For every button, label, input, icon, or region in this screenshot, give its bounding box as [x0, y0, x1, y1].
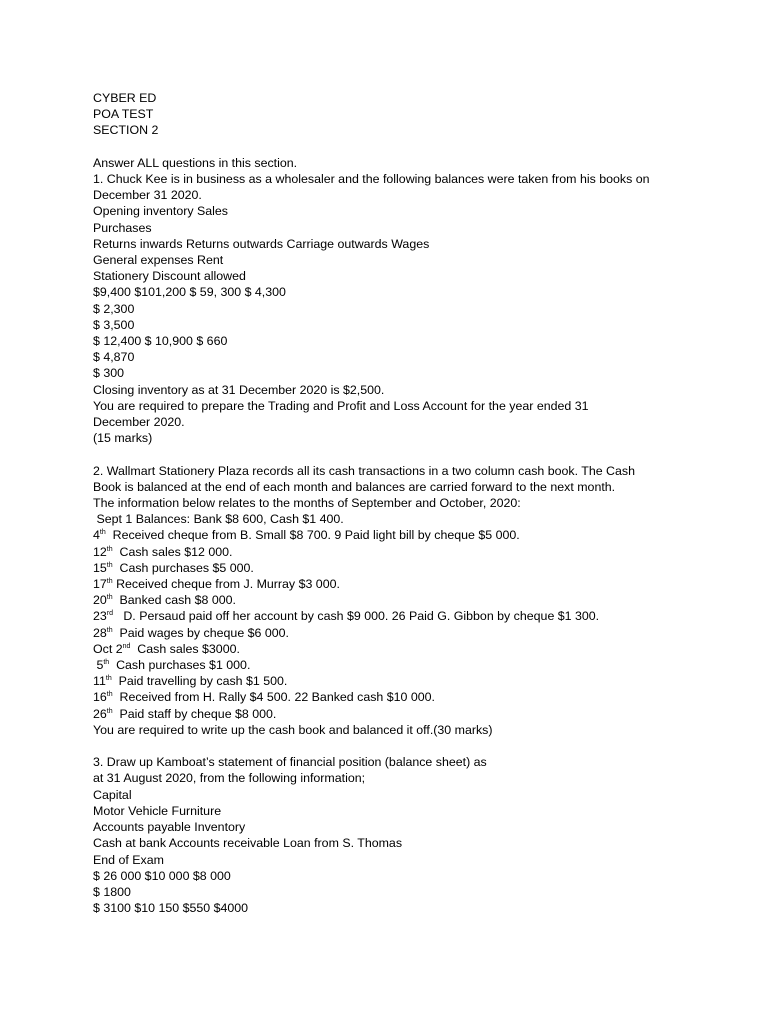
q1-line: $ 300 — [93, 366, 125, 381]
q2-intro-line: Sept 1 Balances: Bank $8 600, Cash $1 400. — [93, 512, 344, 527]
q1-line: Stationery Discount allowed — [93, 269, 246, 284]
entry-suffix: th — [106, 691, 113, 699]
entry-text: Cash sales $12 000. — [112, 544, 233, 559]
spacer — [93, 738, 753, 754]
cash-entry — [93, 560, 753, 576]
q3-line: Motor Vehicle Furniture — [93, 803, 222, 818]
q1-line: December 31 2020. — [93, 188, 202, 203]
entry-suffix: th — [99, 529, 106, 537]
q1-line: $9,400 $101,200 $ 59, 300 $ 4,300 — [93, 285, 286, 300]
cash-entry — [93, 527, 753, 543]
entry-text: Received from H. Rally $4 500. 22 Banked cash $10 000. — [112, 690, 435, 705]
q3-line: at 31 August 2020, from the following information; — [93, 771, 366, 786]
spacer — [93, 446, 753, 462]
q3-line: Capital — [93, 787, 132, 802]
entry-text: Paid staff by cheque $8 000. — [112, 706, 277, 721]
q3-line: Cash at bank Accounts receivable Loan from S. Thomas — [93, 836, 403, 851]
entry-text: Cash purchases $1 000. — [109, 658, 251, 673]
q1-line: Returns inwards Returns outwards Carriage outwards Wages — [93, 236, 430, 251]
entry-suffix: nd — [122, 642, 131, 650]
entry-suffix: th — [106, 707, 113, 715]
entry-day: 11 — [93, 674, 106, 689]
entry-suffix: th — [106, 626, 113, 634]
cash-entry — [93, 592, 753, 608]
q1-line: $ 4,870 — [93, 350, 135, 365]
section-title: SECTION 2 — [93, 123, 159, 138]
cash-entry — [93, 544, 753, 560]
org-name: CYBER ED — [93, 91, 157, 105]
entry-day: 26 — [93, 706, 107, 721]
entry-day: Oct 2 — [93, 641, 123, 656]
entry-day: 16 — [93, 690, 107, 705]
cash-entry — [93, 608, 753, 624]
q1-line: Purchases — [93, 220, 152, 235]
entry-day: 23 — [93, 609, 107, 624]
q3-line: Accounts payable Inventory — [93, 820, 246, 835]
cash-entry — [93, 641, 753, 657]
q2-intro-line: Book is balanced at the end of each month and balances are carried forward to the next month. — [93, 479, 616, 494]
q2-intro-line: The information below relates to the months of September and October, 2020: — [93, 496, 521, 511]
test-title: POA TEST — [93, 107, 154, 122]
exam-page — [93, 90, 753, 916]
cash-entry — [93, 576, 753, 592]
q1-line: You are required to prepare the Trading and Profit and Loss Account for the year ended 31 — [93, 398, 589, 413]
entry-day: 20 — [93, 593, 107, 608]
entry-suffix: th — [106, 545, 113, 553]
question-2 — [93, 463, 753, 738]
cash-entry — [93, 689, 753, 705]
q1-line: General expenses Rent — [93, 253, 224, 268]
question-1 — [93, 171, 753, 446]
q1-line: $ 3,500 — [93, 317, 135, 332]
q1-line: $ 2,300 — [93, 301, 135, 316]
question-3 — [93, 754, 753, 916]
q1-line: $ 12,400 $ 10,900 $ 660 — [93, 334, 228, 349]
q2-intro-line: 2. Wallmart Stationery Plaza records all its cash transactions in a two column cash book. The Cash — [93, 463, 635, 478]
q1-line: 1. Chuck Kee is in business as a wholesaler and the following balances were taken from his books on — [93, 172, 650, 186]
entry-day: 15 — [93, 560, 107, 575]
instructions: Answer ALL questions in this section. — [93, 155, 298, 170]
q1-line: Opening inventory Sales — [93, 204, 229, 219]
entry-suffix: th — [105, 675, 112, 683]
q3-line: 3. Draw up Kamboat’s statement of financial position (balance sheet) as — [93, 755, 487, 770]
entry-day: 5 — [93, 658, 104, 673]
cash-entry — [93, 706, 753, 722]
entry-day: 17 — [93, 577, 107, 592]
entry-suffix: th — [106, 594, 113, 602]
entry-day: 12 — [93, 544, 107, 559]
entry-suffix: th — [106, 577, 113, 585]
entry-day: 28 — [93, 625, 107, 640]
entry-text: Paid wages by cheque $6 000. — [112, 625, 289, 640]
entry-text: Received cheque from B. Small $8 700. 9 Paid light bill by cheque $5 000. — [105, 528, 520, 543]
q2-closing: You are required to write up the cash book and balanced it off.(30 marks) — [93, 722, 493, 737]
q1-line: December 2020. — [93, 415, 185, 430]
cash-entry — [93, 673, 753, 689]
entry-text: Received cheque from J. Murray $3 000. — [112, 577, 340, 592]
q3-line: $ 1800 — [93, 884, 131, 899]
entry-text: Cash sales $3000. — [130, 641, 240, 656]
q3-line: $ 26 000 $10 000 $8 000 — [93, 868, 231, 883]
entry-text: Paid travelling by cash $1 500. — [111, 674, 288, 689]
cash-entry — [93, 625, 753, 641]
entry-suffix: th — [106, 561, 113, 569]
end-of-exam: End of Exam — [93, 852, 164, 867]
q1-line: Closing inventory as at 31 December 2020 is $2,500. — [93, 382, 385, 397]
entry-suffix: rd — [106, 610, 114, 618]
q1-marks: (15 marks) — [93, 431, 153, 446]
cash-entry — [93, 657, 753, 673]
entry-suffix: th — [103, 658, 110, 666]
entry-day: 4 — [93, 528, 100, 543]
entry-text: Cash purchases $5 000. — [112, 560, 254, 575]
spacer — [93, 139, 753, 155]
entry-text: Banked cash $8 000. — [112, 593, 236, 608]
q3-line: $ 3100 $10 150 $550 $4000 — [93, 901, 249, 916]
entry-text: D. Persaud paid off her account by cash $9 000. 26 Paid G. Gibbon by cheque $1 300. — [113, 609, 600, 624]
